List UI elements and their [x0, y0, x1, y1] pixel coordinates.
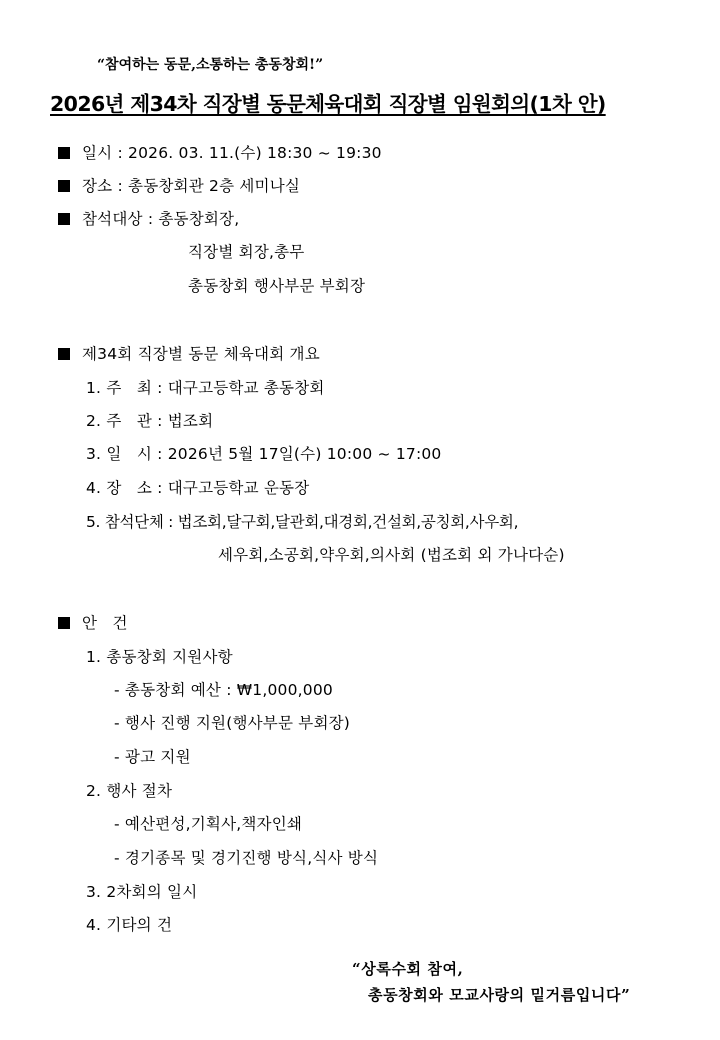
square-bullet-icon: [58, 617, 70, 629]
agenda-heading-row: [58, 611, 128, 633]
overview-item-4: 4. 장 소 : 대구고등학교 운동장: [86, 479, 310, 497]
agenda-item-2-b: - 경기종목 및 경기진행 방식,식사 방식: [114, 849, 379, 867]
agenda-item-4: 4. 기타의 건: [86, 916, 173, 934]
meeting-datetime: 일시 : 2026. 03. 11.(수) 18:30 ~ 19:30: [82, 144, 382, 162]
meeting-attendees-line-2: 직장별 회장,총무: [188, 243, 305, 261]
closing-line-1: “상록수회 참여,: [352, 960, 464, 978]
agenda-heading: 안 건: [82, 614, 128, 632]
meeting-place-row: [58, 174, 300, 196]
page-title: 2026년 제34차 직장별 동문체육대회 직장별 임원회의(1차 안): [50, 92, 606, 116]
overview-item-3: 3. 일 시 : 2026년 5월 17일(수) 10:00 ~ 17:00: [86, 445, 442, 463]
overview-item-5-cont: 세우회,소공회,약우회,의사회 (법조회 외 가나다순): [218, 546, 565, 564]
meeting-attendees: 참석대상 : 총동창회장,: [82, 210, 240, 228]
meeting-place: 장소 : 총동창회관 2층 세미나실: [82, 177, 301, 195]
agenda-item-1-b: - 행사 진행 지원(행사부문 부회장): [114, 714, 351, 732]
agenda-item-1-a: - 총동창회 예산 : ₩1,000,000: [114, 681, 333, 699]
overview-item-2: 2. 주 관 : 법조회: [86, 412, 214, 430]
square-bullet-icon: [58, 213, 70, 225]
agenda-item-2-a: - 예산편성,기획사,책자인쇄: [114, 815, 303, 833]
overview-heading-row: [58, 342, 320, 364]
agenda-item-1-c: - 광고 지원: [114, 748, 191, 766]
overview-item-1: 1. 주 최 : 대구고등학교 총동창회: [86, 379, 325, 397]
overview-heading: 제34회 직장별 동문 체육대회 개요: [82, 345, 320, 363]
agenda-item-3: 3. 2차회의 일시: [86, 883, 198, 901]
square-bullet-icon: [58, 180, 70, 192]
slogan: “참여하는 동문,소통하는 총동창회!”: [97, 57, 324, 73]
agenda-item-1: 1. 총동창회 지원사항: [86, 648, 233, 666]
square-bullet-icon: [58, 147, 70, 159]
meeting-attendees-line-3: 총동창회 행사부문 부회장: [188, 277, 366, 295]
meeting-attendees-row: [58, 207, 239, 229]
meeting-datetime-row: [58, 141, 382, 163]
agenda-item-2: 2. 행사 절차: [86, 782, 173, 800]
closing-line-2: 총동창회와 모교사랑의 밑거름입니다”: [368, 986, 631, 1004]
overview-item-5: 5. 참석단체 : 법조회,달구회,달관회,대경회,건설회,공칭회,사우회,: [86, 513, 519, 531]
square-bullet-icon: [58, 348, 70, 360]
